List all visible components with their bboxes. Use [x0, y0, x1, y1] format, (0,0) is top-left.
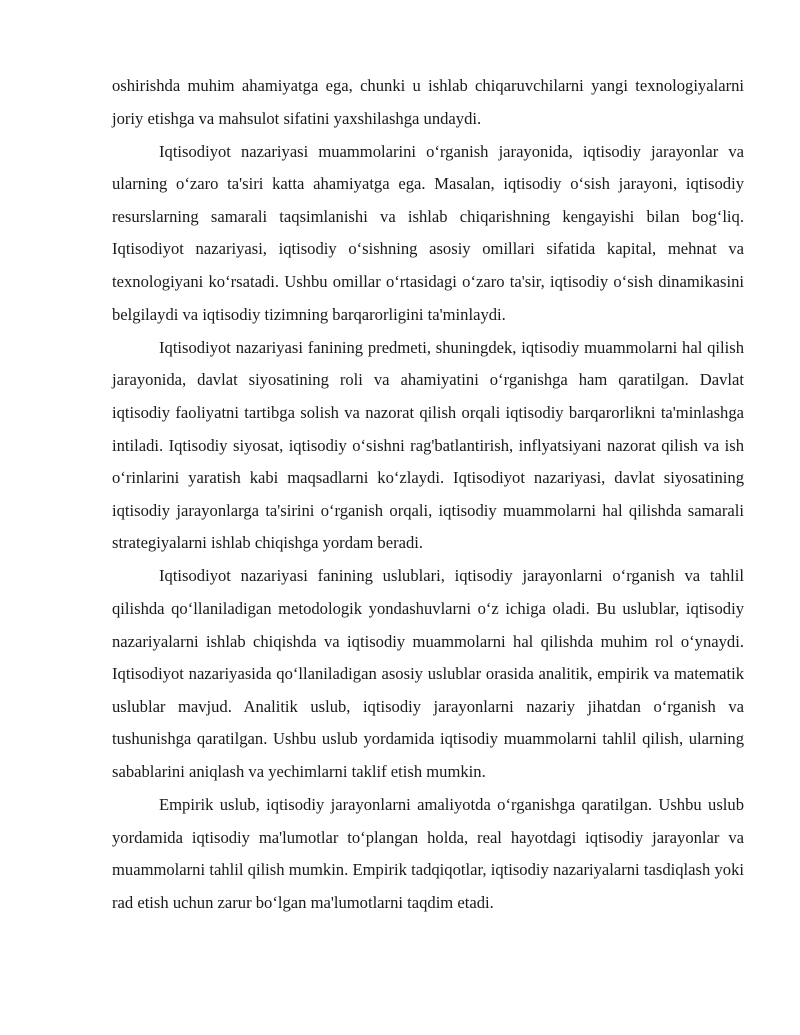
paragraph-5: Empirik uslub, iqtisodiy jarayonlarni amaliyotda oʻrganishga qaratilgan. Ushbu uslub yordamida iqtisodiy ma'lumotlar toʻplangan holda, real hayotdagi iqtisodiy jarayonlar va muammolarni tahlil qilish mumkin. Empirik tadqiqotlar, iqtisodiy nazariyalarni tasdiqlash yoki rad etish uchun zarur boʻlgan ma'lumotlarni taqdim etadi. — [112, 795, 744, 912]
paragraph-2: Iqtisodiyot nazariyasi muammolarini oʻrganish jarayonida, iqtisodiy jarayonlar va ularning oʻzaro ta'siri katta ahamiyatga ega. Masalan, iqtisodiy oʻsish jarayoni, iqtisodiy resurslarning samarali taqsimlanishi va ishlab chiqarishning kengayishi bilan bogʻliq. Iqtisodiyot nazariyasi, iqtisodiy oʻsishning asosiy omillari sifatida kapital, mehnat va texnologiyani koʻrsatadi. Ushbu omillar oʻrtasidagi oʻzaro ta'sir, iqtisodiy oʻsish dinamikasini belgilaydi va iqtisodiy tizimning barqarorligini ta'minlaydi. — [112, 141, 744, 324]
paragraph-1: oshirishda muhim ahamiyatga ega, chunki u ishlab chiqaruvchilarni yangi texnologiyalarni joriy etishga va mahsulot sifatini yaxshilashga undaydi. — [112, 76, 744, 128]
paragraph-3: Iqtisodiyot nazariyasi fanining predmeti, shuningdek, iqtisodiy muammolarni hal qilish jarayonida, davlat siyosatining roli va ahamiyatini oʻrganishga ham qaratilgan. Davlat iqtisodiy faoliyatni tartibga solish va nazorat qilish orqali iqtisodiy barqarorlikni ta'minlashga intiladi. Iqtisodiy siyosat, iqtisodiy oʻsishni rag'batlantirish, inflyatsiyani nazorat qilish va ish oʻrinlarini yaratish kabi maqsadlarni koʻzlaydi. Iqtisodiyot nazariyasi, davlat siyosatining iqtisodiy jarayonlarga ta'sirini oʻrganish orqali, iqtisodiy muammolarni hal qilishda samarali strategiyalarni ishlab chiqishga yordam beradi. — [112, 337, 744, 553]
document-page — [112, 70, 744, 920]
paragraph-4: Iqtisodiyot nazariyasi fanining uslublari, iqtisodiy jarayonlarni oʻrganish va tahlil qilishda qoʻllaniladigan metodologik yondashuvlarni oʻz ichiga oladi. Bu uslublar, iqtisodiy nazariyalarni ishlab chiqishda va iqtisodiy muammolarni hal qilishda muhim rol oʻynaydi. Iqtisodiyot nazariyasida qoʻllaniladigan asosiy uslublar orasida analitik, empirik va matematik uslublar mavjud. Analitik uslub, iqtisodiy jarayonlarni nazariy jihatdan oʻrganish va tushunishga qaratilgan. Ushbu uslub yordamida iqtisodiy muammolarni tahlil qilish, ularning sabablarini aniqlash va yechimlarni taklif etish mumkin. — [112, 566, 744, 781]
